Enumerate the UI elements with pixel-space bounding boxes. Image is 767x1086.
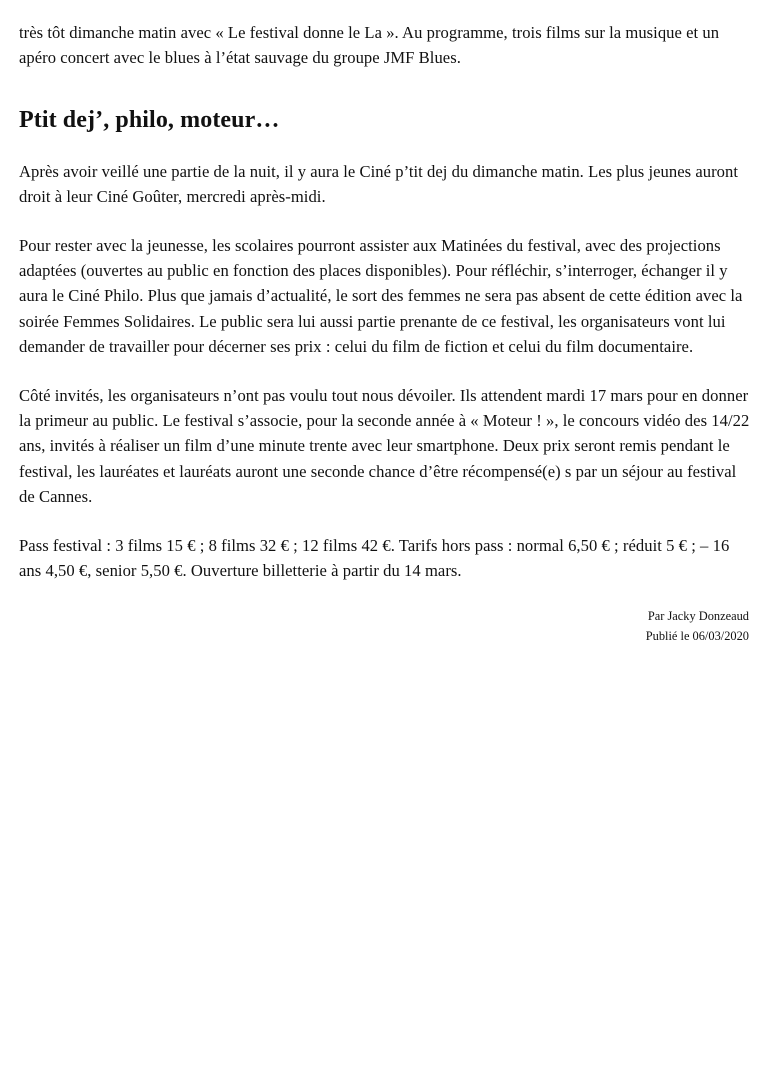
paragraph-youth: Pour rester avec la jeunesse, les scolaires pourront assister aux Matinées du festival, avec des projections adaptées (ouvertes au public en fonction des places disponibles). Pour réfléchir, s’interroger, échanger il y aura le Ciné Philo. Plus que jamais d’actualité, le sort des femmes ne sera pas absent de cette édition avec la soirée Femmes Solidaires. Le public sera lui aussi partie prenante de ce festival, les organisateurs vont lui demander de travailler pour décerner ses prix : celui du film de fiction et celui du film documentaire. bbox=[19, 235, 743, 357]
paragraph-guests: Côté invités, les organisateurs n’ont pas voulu tout nous dévoiler. Ils attendent mardi 17 mars pour en donner la primeur au public. Le festival s’associe, pour la seconde année à « Moteur ! », le concours vidéo des 14/22 ans, invités à réaliser un film d’une minute trente avec leur smartphone. Deux prix seront remis pendant le festival, les lauréates et lauréats auront une seconde chance d’être récompensé(e) s par un séjour au festival de Cannes. bbox=[19, 385, 750, 507]
published-date: Publié le 06/03/2020 bbox=[645, 628, 749, 643]
article bbox=[19, 20, 752, 646]
intro-paragraph: très tôt dimanche matin avec « Le festival donne le La ». Au programme, trois films sur la musique et un apéro concert avec le blues à l’état sauvage du groupe JMF Blues. bbox=[19, 23, 720, 68]
byline bbox=[19, 606, 752, 646]
paragraph-pricing: Pass festival : 3 films 15 € ; 8 films 32 € ; 12 films 42 €. Tarifs hors pass : normal 6,50 € ; réduit 5 € ; – 16 ans 4,50 €, senior 5,50 €. Ouverture billetterie à partir du 14 mars. bbox=[19, 535, 730, 581]
author-line: Par Jacky Donzeaud bbox=[647, 608, 749, 623]
section-heading: Ptit dej’, philo, moteur… bbox=[19, 106, 280, 133]
paragraph-breakfast: Après avoir veillé une partie de la nuit, il y aura le Ciné p’tit dej du dimanche matin. Les plus jeunes auront droit à leur Ciné Goûter, mercredi après-midi. bbox=[19, 161, 739, 207]
